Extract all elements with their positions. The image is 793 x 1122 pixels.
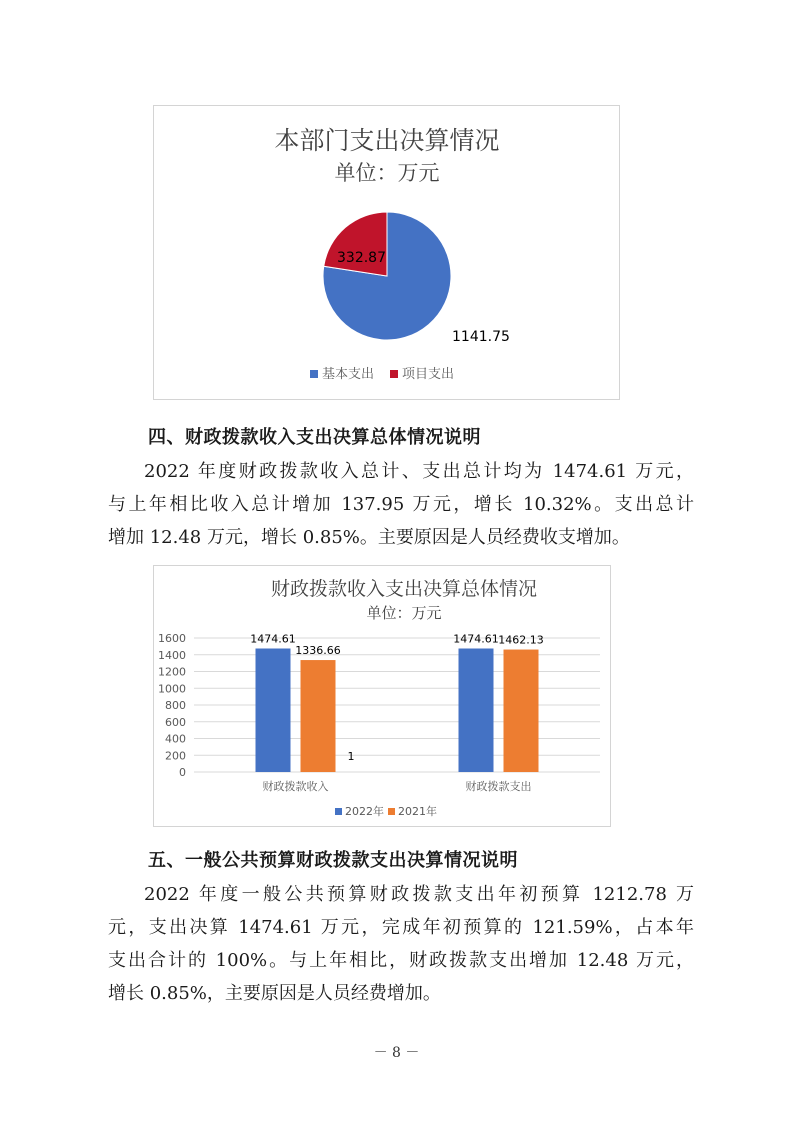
legend-swatch-2022 — [335, 808, 342, 815]
pie-data-label: 332.87 — [337, 250, 386, 266]
pie-chart-svg — [154, 106, 621, 401]
page-number: － 8 － — [373, 1045, 420, 1061]
section4-heading: 四、财政拨款收入支出决算总体情况说明 — [148, 427, 481, 448]
pie-data-label: 1141.75 — [452, 329, 510, 345]
y-tick-label: 600 — [165, 715, 186, 729]
section5-line: 增长 0.85%，主要原因是人员经费增加。 — [108, 983, 441, 1004]
legend-swatch-project — [390, 370, 398, 378]
bar-data-label: 1336.66 — [295, 644, 341, 658]
expenditure-pie-chart — [153, 105, 620, 400]
section4-line: 与上年相比收入总计增加 137.95 万元，增长 10.32%。支出总计 — [108, 494, 694, 515]
pie-chart-title: 本部门支出决算情况 — [274, 126, 500, 155]
section5-heading: 五、一般公共预算财政拨款支出决算情况说明 — [148, 850, 518, 871]
bar-2022-income — [256, 649, 291, 772]
bar-chart-title: 财政拨款收入支出决算总体情况 — [270, 578, 538, 600]
bar-2021-income — [301, 660, 336, 772]
legend-swatch-2021 — [388, 808, 395, 815]
legend-label: 2021年 — [398, 805, 437, 818]
bar-data-label: 1462.13 — [498, 633, 544, 647]
y-tick-label: 1600 — [158, 632, 186, 645]
section5-line: 支出合计的 100%。与上年相比，财政拨款支出增加 12.48 万元， — [108, 950, 694, 971]
y-tick-label: 400 — [165, 732, 186, 746]
bar-chart-subtitle: 单位：万元 — [366, 604, 442, 622]
section5-line: 元，支出决算 1474.61 万元，完成年初预算的 121.59%，占本年 — [108, 917, 694, 938]
section5-paragraph — [108, 878, 694, 1010]
legend-label: 2022年 — [345, 805, 384, 818]
bar-2021-expense — [504, 650, 539, 772]
y-tick-label: 800 — [165, 699, 186, 712]
bar-data-label: 1474.61 — [453, 632, 499, 646]
y-tick-label: 1400 — [158, 648, 186, 662]
bar-chart-svg — [154, 566, 612, 828]
x-category-label: 财政拨款支出 — [465, 780, 532, 793]
x-category-label: 财政拨款收入 — [262, 780, 329, 793]
pie-slice-project — [324, 212, 387, 276]
section5-line: 2022 年度一般公共预算财政拨款支出年初预算 1212.78 万 — [144, 884, 694, 905]
y-tick-label: 200 — [165, 749, 186, 763]
pie-chart-subtitle: 单位：万元 — [334, 161, 440, 185]
bar-2022-expense — [459, 649, 494, 772]
y-tick-label: 0 — [179, 766, 186, 779]
section4-paragraph — [108, 455, 694, 554]
section4-line: 2022 年度财政拨款收入总计、支出总计均为 1474.61 万元， — [144, 461, 694, 482]
extra-data-label: 1 — [347, 750, 355, 763]
fiscal-bar-chart — [153, 565, 611, 827]
section4-line: 增加 12.48 万元，增长 0.85%。主要原因是人员经费收支增加。 — [108, 527, 630, 548]
legend-swatch-basic — [310, 370, 318, 378]
legend-label: 项目支出 — [402, 367, 455, 382]
bar-data-label: 1474.61 — [250, 632, 296, 646]
y-tick-label: 1200 — [158, 665, 186, 679]
legend-label: 基本支出 — [322, 367, 375, 382]
y-tick-label: 1000 — [158, 682, 186, 696]
